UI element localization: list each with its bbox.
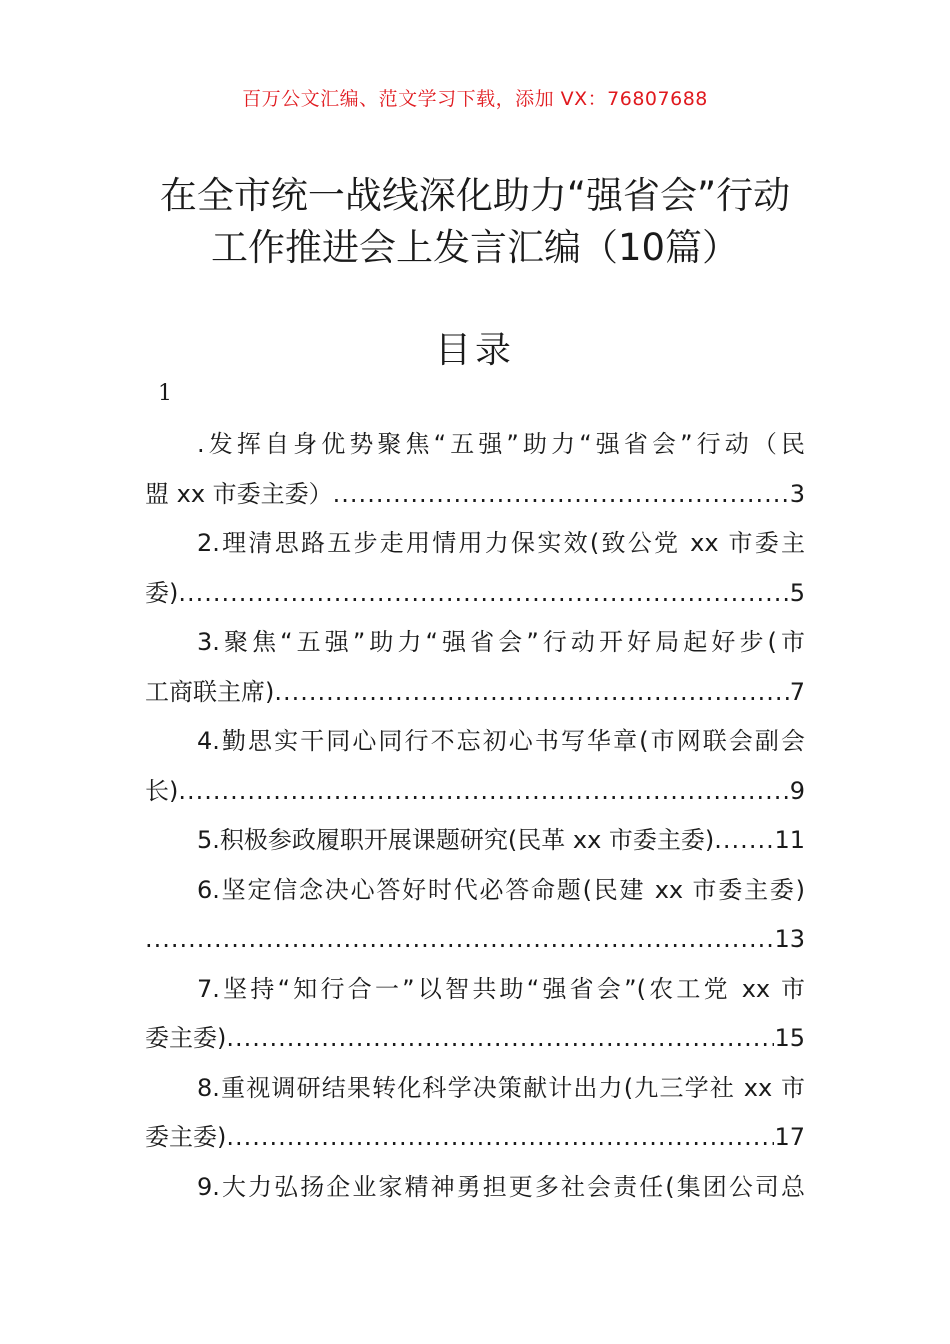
toc-entry[interactable] [145,1163,805,1213]
toc-page-number: 9 [789,776,805,805]
toc-page-number: 13 [774,925,805,953]
dot-leader [226,1014,774,1064]
dot-leader [145,915,774,965]
dot-leader [178,569,789,619]
toc-entry-line: 3.聚焦“五强”助力“强省会”行动开好局起好步(市 [197,628,805,656]
dot-leader [226,1113,774,1163]
toc-entry-text: 工商联主席) [145,677,275,706]
toc-entry[interactable] [145,519,805,618]
toc-entry-line: 9.大力弘扬企业家精神勇担更多社会责任(集团公司总 [197,1172,805,1201]
toc-entry[interactable] [145,717,805,816]
toc-entry-text: 委) [145,578,179,607]
toc-entry-text: 委主委) [145,1123,227,1151]
toc-entry-line: .发挥自身优势聚焦“五强”助力“强省会”行动（民 [197,430,805,458]
toc-entry[interactable] [145,965,805,1064]
toc-entry-leader-line [145,668,805,718]
toc-entry-text: 长) [145,776,179,805]
toc-page-number: 7 [789,677,805,706]
toc-entry[interactable] [145,816,805,866]
toc-entry-line: 7.坚持“知行合一”以智共助“强省会”(农工党 xx 市 [197,974,805,1003]
toc-entry-leader-line [145,569,805,619]
toc-page-number: 15 [774,1024,805,1052]
toc-entry-line: 6.坚定信念决心答好时代必答命题(民建 xx 市委主委) [197,875,805,904]
toc-entry-text: 委主委) [145,1024,227,1052]
toc-page-number: 11 [774,826,805,854]
stray-number: 1 [158,381,172,406]
toc-entry-text: 盟 xx 市委主委） [145,479,333,508]
title-line-1: 在全市统一战线深化助力“强省会”行动 [159,174,791,217]
dot-leader [274,668,789,718]
toc-entry-leader-line [145,1113,805,1163]
toc-entry-leader-line [145,470,805,520]
toc-entry[interactable] [145,866,805,965]
toc-entry-line: 4.勤思实干同心同行不忘初心书写华章(市网联会副会 [197,727,805,755]
toc-entry[interactable] [145,618,805,717]
toc-entry-text: 5.积极参政履职开展课题研究(民革 xx 市委主委) [197,826,715,854]
toc-page-number: 5 [789,578,805,607]
toc-entry[interactable] [145,420,805,519]
toc-entry[interactable] [145,1064,805,1163]
document-title [0,170,950,274]
toc-entry-leader-line [145,767,805,817]
toc-heading: 目录 [434,330,515,371]
toc-entry-leader-line [145,915,805,965]
header-note: 百万公文汇编、范文学习下载，添加 VX：76807688 [242,88,708,110]
title-line-2: 工作推进会上发言汇编（10篇） [210,226,740,269]
table-of-contents [145,420,805,1212]
dot-leader [333,470,790,520]
toc-entry-line: 2.理清思路五步走用情用力保实效(致公党 xx 市委主 [197,529,805,557]
toc-entry-line: 8.重视调研结果转化科学决策献计出力(九三学社 xx 市 [197,1073,805,1102]
toc-page-number: 3 [789,479,805,508]
toc-page-number: 17 [774,1123,805,1151]
dot-leader [178,767,789,817]
dot-leader [714,816,774,866]
toc-entry-leader-line [145,816,805,866]
toc-entry-leader-line [145,1014,805,1064]
